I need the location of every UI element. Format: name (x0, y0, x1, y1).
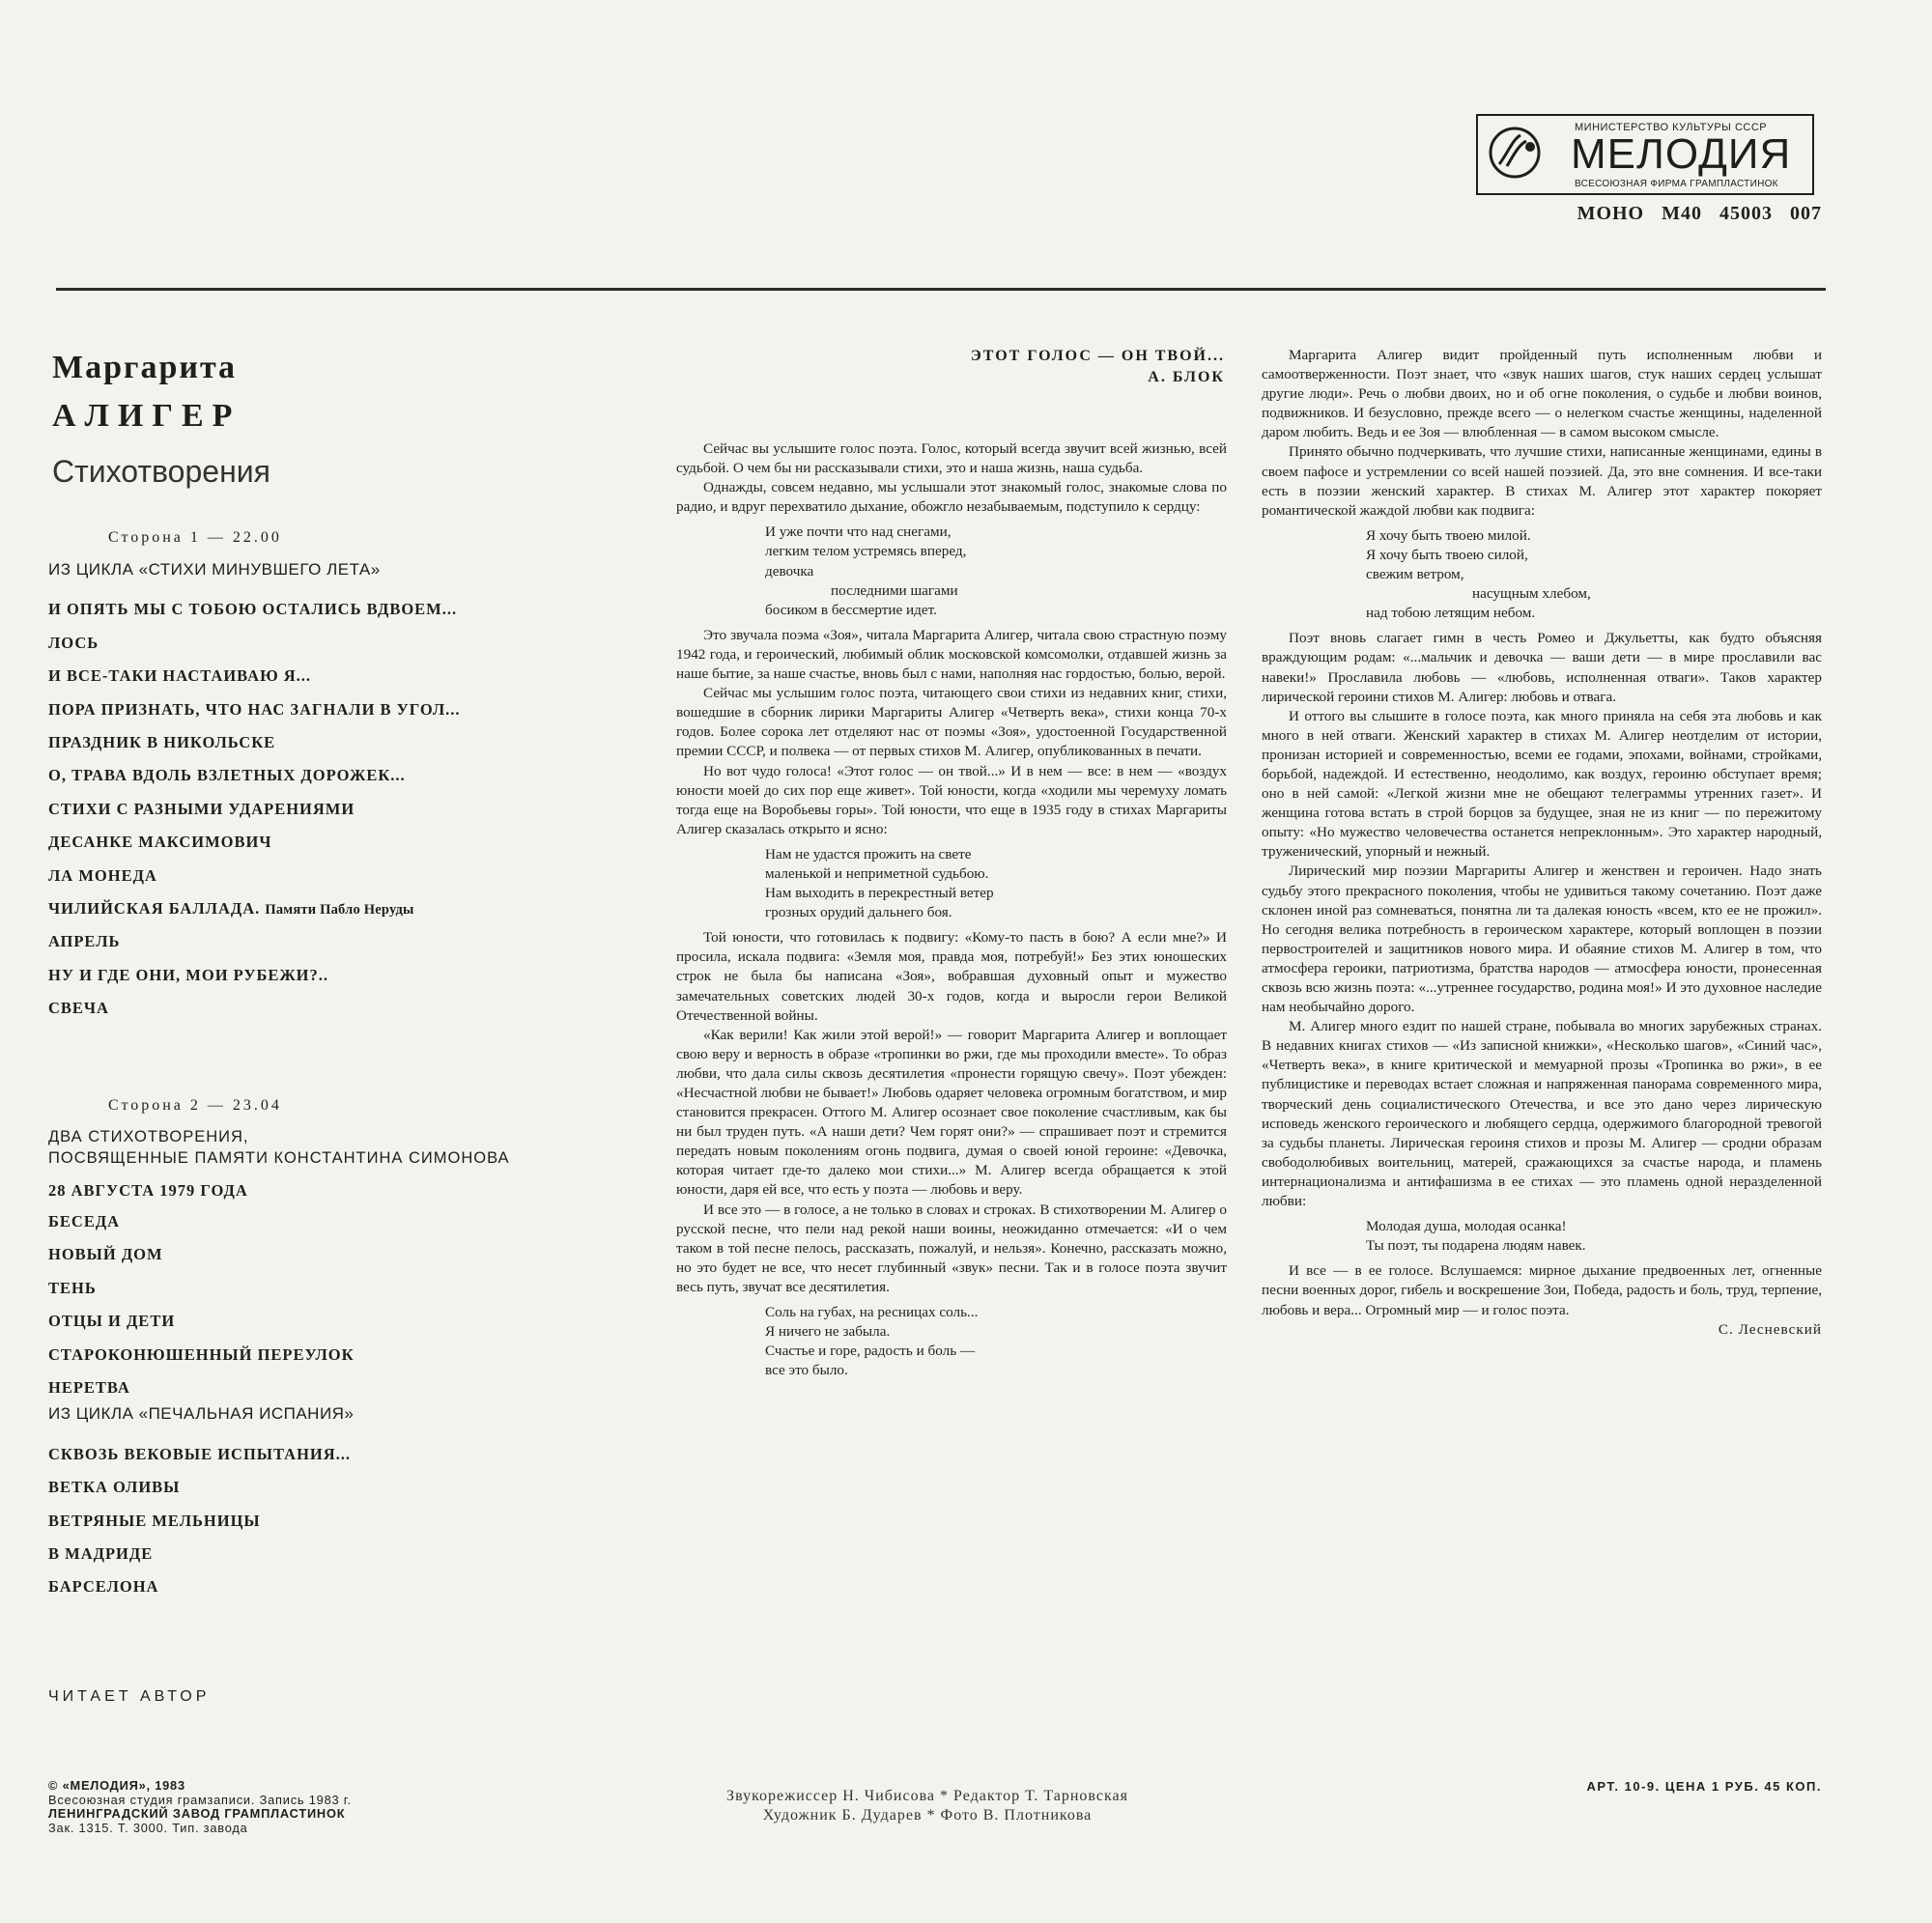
track-item: СВЕЧА (48, 999, 109, 1018)
article-paragraph: И все — в ее голосе. Вслушаемся: мирное дыхание предвоенных лет, огненные песни военных дорог, гибель и воскрешение Зои, Победа, радость и боль, труд, терпение, любовь и вера... Огромный мир — и голос поэта. (1262, 1262, 1822, 1318)
article-paragraph: Однажды, совсем недавно, мы услышали этот знакомый голос, знакомые слова по радио, и вдруг перехватило дыхание, обожгло незабываемым, подступило к сердцу: (676, 479, 1227, 516)
poem-line: Молодая душа, молодая осанка! (1366, 1218, 1567, 1235)
track-item: ЛОСЬ (48, 633, 99, 652)
track-item: ОТЦЫ И ДЕТИ (48, 1312, 176, 1331)
track-item: НЕРЕТВА (48, 1377, 130, 1397)
track-group (48, 1120, 638, 1176)
copyright-line: ЛЕНИНГРАДСКИЙ ЗАВОД ГРАМПЛАСТИНОК (48, 1806, 346, 1822)
track-group-line: ДВА СТИХОТВОРЕНИЯ, (48, 1128, 249, 1145)
melodiya-logo (1476, 114, 1814, 195)
side-2-heading: Сторона 2 — 23.04 (108, 1097, 282, 1114)
article-paragraph: Той юности, что готовилась к подвигу: «Кому-то пасть в бою? А если мне?» И просила, искала подвига: «Земля моя, правда моя, потребуй!» Без этих юношеских строк не была бы написана «Зоя», вобравшая духовный опыт и мужество замечательных советских людей 30-х годов, когда и выросли герои Великой Отечественной войны. (676, 929, 1227, 1024)
track-item: ИЗ ЦИКЛА «ПЕЧАЛЬНАЯ ИСПАНИЯ» (48, 1404, 355, 1424)
track-item: СТИХИ С РАЗНЫМИ УДАРЕНИЯМИ (48, 799, 355, 818)
poem-line: легким телом устремясь вперед, (765, 543, 967, 560)
epigraph-author: А. БЛОК (1148, 369, 1225, 385)
poem-line: последними шагами (831, 581, 958, 599)
side-2-tracklist (48, 1120, 638, 1604)
article-paragraph: Это звучала поэма «Зоя», читала Маргарита Алигер, читала свою страстную поэму 1942 года, и героический, любимый облик московской комсомолки, отдавшей жизнь за наше бытие, за наше счастье, вновь был с нами, наполняя нас гордостью, болью, верой. (676, 626, 1227, 683)
track-group-line: ПОСВЯЩЕННЫЕ ПАМЯТИ КОНСТАНТИНА СИМОНОВА (48, 1149, 510, 1167)
copyright-line: Зак. 1315. Т. 3000. Тип. завода (48, 1820, 248, 1835)
article-column-right (1262, 346, 1822, 1340)
price-label: АРТ. 10-9. ЦЕНА 1 РУБ. 45 КОП. (1586, 1779, 1822, 1794)
melodiya-emblem-icon (1488, 126, 1542, 180)
poem-line: маленькой и неприметной судьбою. (765, 864, 989, 882)
track-item: В МАДРИДЕ (48, 1543, 154, 1563)
track-item: ДЕСАНКЕ МАКСИМОВИЧ (48, 833, 272, 852)
track-item: СТАРОКОНЮШЕННЫЙ ПЕРЕУЛОК (48, 1344, 355, 1364)
poem-line: Нам выходить в перекрестный ветер (765, 885, 994, 902)
epigraph (676, 346, 1225, 388)
poem-line: И уже почти что над снегами, (765, 523, 952, 541)
author-first-name: Маргарита (52, 350, 238, 385)
poem-line: свежим ветром, (1366, 566, 1464, 583)
copyright-line: Всесоюзная студия грамзаписи. Запись 1983 г. (48, 1792, 353, 1807)
logo-brand: МЕЛОДИЯ (1571, 130, 1792, 178)
article-paragraph: М. Алигер много ездит по нашей стране, побывала во многих зарубежных странах. В недавних книгах стихов — «Из записной книжки», «Несколько шагов», «Синий час», «Четверть века», в книге критической и мемуарной прозы «Тропинка во ржи», в ее публицистике и переводах встает сложная и напряженная панорама современного мира, творческий день социалистического Отечества, и все это дано через лирическую исповедь женского героического и любящего сердца, одержимого благородной тревогой за судьбы планеты. Лирическая героиня стихов и прозы М. Алигер — сродни образам свободолюбивых воительниц, матерей, сражающихся за счастье народа, и пламень интернационализма и антифашизма в ее стихах — это пламень одной неразделенной любви: (1262, 1018, 1822, 1210)
catalog-number: МОНО М40 45003 007 (1577, 203, 1822, 224)
poem-line: Соль на губах, на ресницах соль... (765, 1304, 979, 1321)
track-item: И ВСЕ-ТАКИ НАСТАИВАЮ Я... (48, 666, 312, 686)
epigraph-text: ЭТОТ ГОЛОС — ОН ТВОЙ... (970, 348, 1225, 364)
track-item: БЕСЕДА (48, 1212, 121, 1230)
poem-quote (765, 845, 1227, 922)
copyright-line: © «МЕЛОДИЯ», 1983 (48, 1778, 185, 1793)
poem-line: Счастье и горе, радость и боль — (765, 1343, 976, 1360)
article-paragraph: И все это — в голосе, а не только в словах и строках. В стихотворении М. Алигер о русской песне, что пели над рекой наши воины, неожиданно отмечается: «И о чем таком в той песне пелось, рассказать, пожалуй, и нельзя». Конечно, рассказать можно, но это будет не все, что несет глубинный «звук» песни. Так и в голосе поэта звучит весь путь, звучат все десятилетия. (676, 1201, 1227, 1295)
poem-line: Я хочу быть твоею милой. (1366, 526, 1531, 544)
copyright-block (48, 1779, 352, 1835)
logo-firm: ВСЕСОЮЗНАЯ ФИРМА ГРАМПЛАСТИНОК (1575, 179, 1778, 189)
article-paragraph: Сейчас вы услышите голос поэта. Голос, который всегда звучит всей жизнью, всей судьбой. О чем бы ни рассказывали стихи, это и наша жизнь, наша судьба. (676, 440, 1227, 477)
poem-line: над тобою летящим небом. (1366, 605, 1536, 622)
track-item: ТЕНЬ (48, 1278, 97, 1297)
track-item: ЛА МОНЕДА (48, 865, 157, 885)
track-item: ПОРА ПРИЗНАТЬ, ЧТО НАС ЗАГНАЛИ В УГОЛ... (48, 699, 461, 719)
article-paragraph: Лирический мир поэзии Маргариты Алигер и женствен и героичен. Надо знать судьбу этого прекрасного поколения, чтобы не удивиться такому сочетанию. Поэт даже склонен иной раз сомневаться, понятна ли та далекая юность «всем, кто ее не прожил». Но сегодня велика потребность в героическом характере, который воплощен в поэзии первостроителей и защитников нового мира. И обаяние стихов М. Алигер в том, что атмосфера героики, патриотизма, братства народов — атмосфера юности, пронесенная сквозь всю жизнь поэта: «...утреннее государство, родина моя!» И это духовное наследие нам необычайно дорого. (1262, 863, 1822, 1016)
article-signature: С. Лесневский (1718, 1320, 1822, 1338)
credits-line: Звукорежиссер Н. Чибисова * Редактор Т. Тарновская (726, 1788, 1128, 1804)
track-dedication: Памяти Пабло Неруды (265, 901, 414, 918)
poem-line: насущным хлебом, (1472, 585, 1591, 603)
poem-line: все это было. (765, 1362, 848, 1379)
poem-quote (765, 1303, 1227, 1380)
poem-line: девочка (765, 562, 814, 580)
track-item: ВЕТКА ОЛИВЫ (48, 1478, 181, 1497)
article-paragraph: И оттого вы слышите в голосе поэта, как много приняла на себя эта любовь и как много в ней отваги. Женский характер в стихах М. Алигер неотделим от истории, пронизан историей и современностью, всеми ее годами, эпохами, войнами, стройками, борьбой, надеждой. И естественно, неодолимо, как воздух, героиню обступает время; оно в ней самой: «Легкой жизни мне не обещают телеграммы утренних газет». И женщина готова встать в строй борцов за будущее, зная не из книг — по пережитому опыту: «Но мужество человечества останется непреклонным». Это характер народный, труженический, упорный и нежный. (1262, 707, 1822, 861)
track-item: НОВЫЙ ДОМ (48, 1245, 163, 1264)
poem-line: Я хочу быть твоею силой, (1366, 546, 1528, 563)
poem-quote (1366, 526, 1822, 623)
divider (56, 288, 1826, 291)
article-paragraph: Сейчас мы услышим голос поэта, читающего свои стихи из недавних книг, стихи, вошедшие в сборник лирики Маргариты Алигер «Четверть века», стихи конца 70-х годов. Более сорока лет отделяют нас от поэмы «Зоя», удостоенной Государственной премии СССР, и полвека — от первых стихов М. Алигер, опубликованных в печати. (676, 685, 1227, 760)
track-item: 28 АВГУСТА 1979 ГОДА (48, 1181, 248, 1200)
credits-line: Художник Б. Дударев * Фото В. Плотникова (762, 1807, 1093, 1824)
article-column-middle (676, 439, 1227, 1386)
side-1-tracklist (48, 560, 638, 1025)
article-paragraph: Принято обычно подчеркивать, что лучшие стихи, написанные женщинами, едины в своем пафосе и устремлении со всей нашей поэзией. Да, это вне сомнения. И все-таки есть в поэзии женский характер. В стихах М. Алигер этот характер покоряет романтической жаждой любви как подвига: (1262, 443, 1822, 519)
poem-line: Я ничего не забыла. (765, 1323, 891, 1341)
article-paragraph: Маргарита Алигер видит пройденный путь исполненным любви и самоотверженности. Поэт знает, что «звук наших шагов, стук наших сердец услышат другие люди». Речь о любви двоих, но и об огне поколения, о судьбе и любви воинов, подвижников. И безусловно, прежде всего — о нелегком счастье женщины, наделенной даром любить. Ведь и ее Зоя — влюбленная — в самом высоком смысле. (1262, 347, 1822, 441)
article-paragraph: Но вот чудо голоса! «Этот голос — он твой...» И в нем — все: в нем — «воздух юности моей до сих пор еще живет». Той юности, когда «ходили мы черемуху ломать тогда еще на Воробьевы горы». Той юности, что еще в 1935 году в стихах Маргариты Алигер сказалась открыто и ясно: (676, 762, 1227, 837)
poem-quote (1366, 1217, 1822, 1256)
track-item (48, 892, 638, 925)
track-title: ЧИЛИЙСКАЯ БАЛЛАДА. (48, 898, 261, 918)
poem-line: грозных орудий дальнего боя. (765, 904, 952, 921)
track-item: ПРАЗДНИК В НИКОЛЬСКЕ (48, 732, 276, 751)
production-credits (618, 1787, 1236, 1825)
track-item: ИЗ ЦИКЛА «СТИХИ МИНУВШЕГО ЛЕТА» (48, 560, 381, 579)
poem-line: босиком в бессмертие идет. (765, 601, 937, 618)
track-item: ВЕТРЯНЫЕ МЕЛЬНИЦЫ (48, 1511, 261, 1530)
album-subtitle: Стихотворения (52, 454, 270, 489)
track-item: АПРЕЛЬ (48, 932, 121, 951)
track-item: БАРСЕЛОНА (48, 1577, 159, 1597)
article-paragraph: Поэт вновь слагает гимн в честь Ромео и Джульетты, как будто объясняя враждующим родам: «...мальчик и девочка — ваши дети — в мире прославили вас навеки!» Прославила любовь — «любовь, исполненная отваги». Таков характер лирической героини стихов М. Алигер: любовь и отвага. (1262, 630, 1822, 705)
reader-credit: ЧИТАЕТ АВТОР (48, 1688, 211, 1705)
logo-ministry: МИНИСТЕРСТВО КУЛЬТУРЫ СССР (1575, 122, 1768, 133)
track-item: О, ТРАВА ВДОЛЬ ВЗЛЕТНЫХ ДОРОЖЕК... (48, 766, 406, 785)
poem-quote (765, 523, 1227, 619)
track-item: СКВОЗЬ ВЕКОВЫЕ ИСПЫТАНИЯ... (48, 1444, 352, 1463)
side-1-heading: Сторона 1 — 22.00 (108, 529, 282, 546)
article-paragraph: «Как верили! Как жили этой верой!» — говорит Маргарита Алигер и воплощает свою веру и верность в образе «тропинки во ржи, где мы проходили вместе». То образ любви, что дала силы сквозь десятилетия «пронести горящую свечу». Поэт убежден: «Несчастной любви не бывает!» Любовь одаряет человека огромным богатством, и мир становится прекрасен. Оттого М. Алигер осознает свое поколение счастливым, как бы ни был труден путь. «А наши дети? Чем горят они?» — спрашивает поэт и стремится передать новым поколениям огонь подвига, думая о своей юной героине: «Девочка, которая читает где-то далеко мои стихи...» М. Алигер всегда обращается к этой юности, даря ей все, что есть у поэта — любовь и веру. (676, 1026, 1227, 1199)
author-last-name: АЛИГЕР (52, 398, 242, 434)
track-item: НУ И ГДЕ ОНИ, МОИ РУБЕЖИ?.. (48, 965, 329, 984)
poem-line: Нам не удастся прожить на свете (765, 845, 972, 863)
poem-line: Ты поэт, ты подарена людям навек. (1366, 1237, 1586, 1255)
track-item: И ОПЯТЬ МЫ С ТОБОЮ ОСТАЛИСЬ ВДВОЕМ... (48, 600, 458, 619)
